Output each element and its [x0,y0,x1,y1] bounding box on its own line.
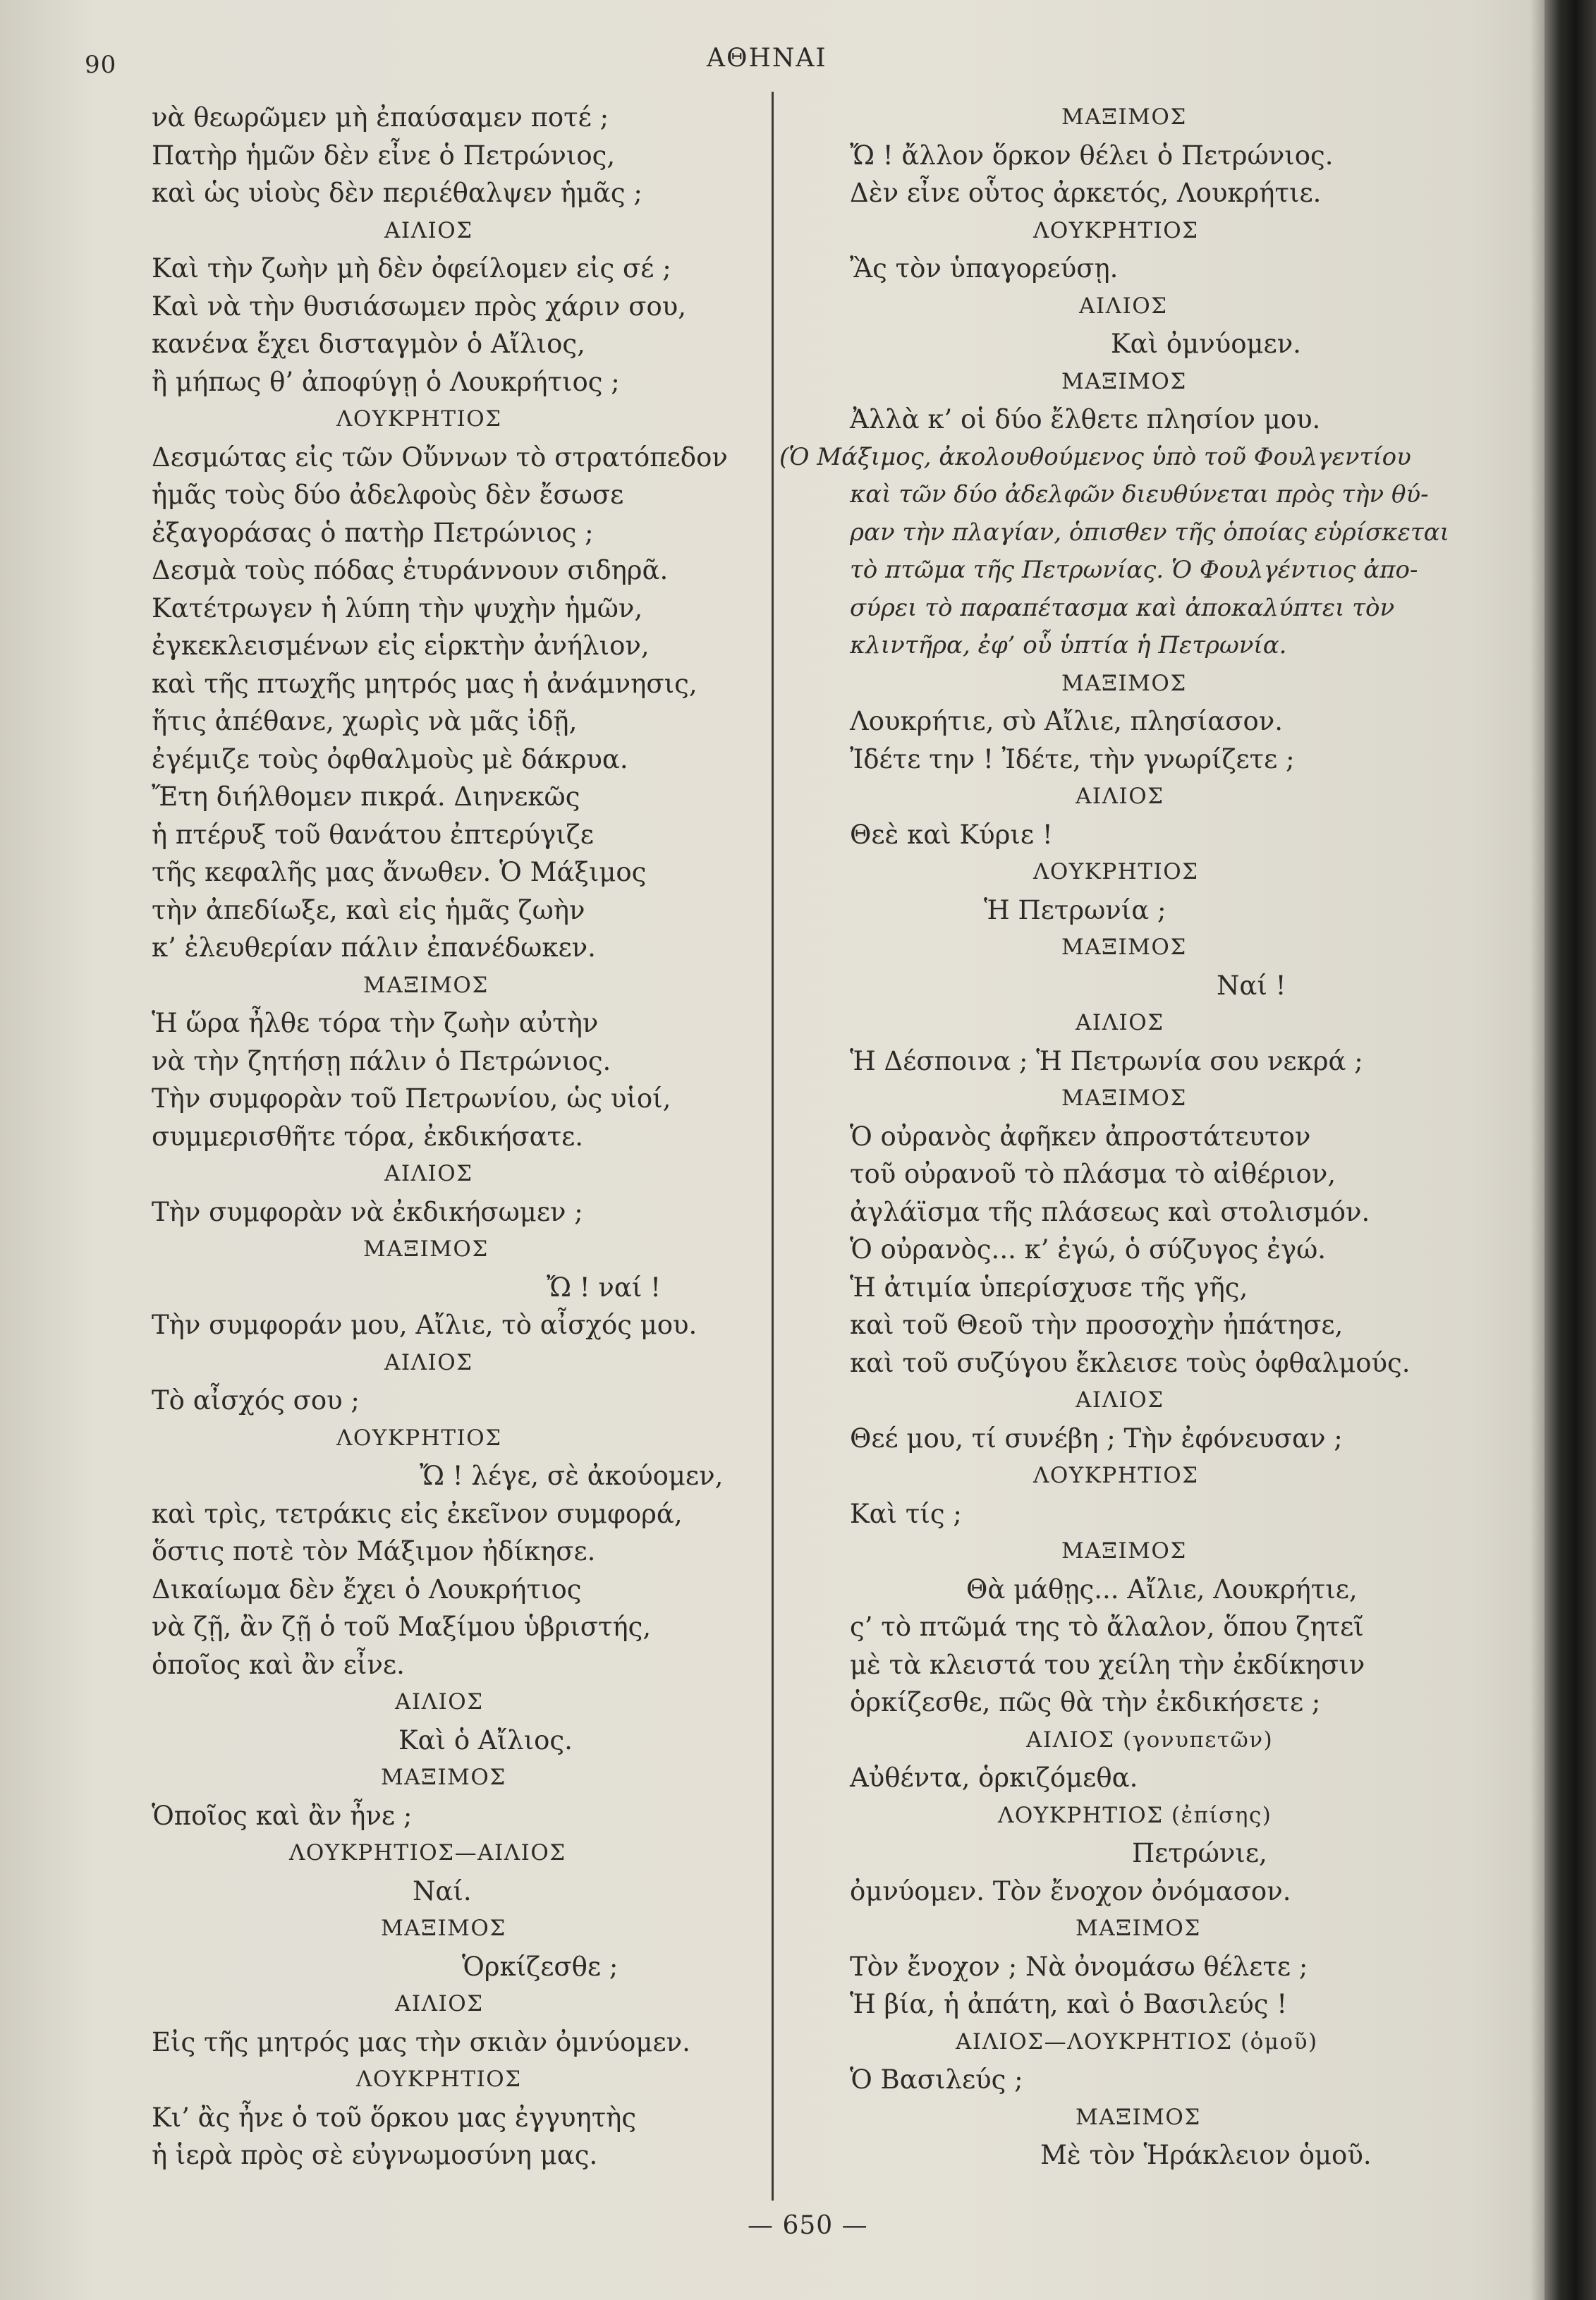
verse-line: Ὤ ! ναί ! [547,1272,662,1303]
speaker-name: ΛΟΥΚΡΗΤΙΟΣ [1033,217,1199,243]
speaker-name: ΛΟΥΚΡΗΤΙΟΣ [1033,1463,1199,1488]
verse-line: ἐγέμιζε τοὺς ὀφθαλμοὺς μὲ δάκρυα. [152,743,628,774]
speaker-name: ΛΟΥΚΡΗΤΙΟΣ [1033,859,1199,884]
verse-line: Δεσμὰ τοὺς πόδας ἐτυράννουν σιδηρᾶ. [152,555,669,585]
left-column [152,99,758,2174]
running-head: ΑΘΗΝΑΙ [707,44,827,73]
speaker-name: ΜΑΞΙΜΟΣ [1061,935,1187,960]
stage-direction: καὶ τῶν δύο ἀδελφῶν διευθύνεται πρὸς τὴν θύ- [850,480,1429,509]
speaker-name: ΜΑΞΙΜΟΣ [1061,1085,1187,1111]
verse-line: ἢ μήπως θ’ ἀποφύγῃ ὁ Λουκρήτιος ; [152,366,620,397]
verse-line: Τὴν συμφοράν μου, Αἴλιε, τὸ αἶσχός μου. [152,1310,698,1340]
speaker-name: ΛΟΥΚΡΗΤΙΟΣ [336,406,502,432]
verse-line: Ἡ ὥρα ἦλθε τόρα τὴν ζωὴν αὐτὴν [152,1008,599,1038]
verse-line: Ὁ Βασιλεύς ; [850,2064,1023,2095]
verse-line: ἥτις ἀπέθανε, χωρὶς νὰ μᾶς ἰδῇ, [152,706,578,736]
verse-line: Ἡ Δέσποινα ; Ἡ Πετρωνία σου νεκρά ; [850,1045,1363,1076]
verse-line: Πατὴρ ἡμῶν δὲν εἶνε ὁ Πετρώνιος, [152,140,616,171]
verse-line: καὶ τοῦ Θεοῦ τὴν προσοχὴν ἠπάτησε, [850,1310,1344,1340]
verse-line: συμμερισθῆτε τόρα, ἐκδικήσατε. [152,1121,584,1152]
speaker-name: ΑΙΛΙΟΣ—ΛΟΥΚΡΗΤΙΟΣ (ὁμοῦ) [956,2028,1318,2055]
speaker-name: ΑΙΛΙΟΣ [384,217,473,243]
speaker-name: ΜΑΞΙΜΟΣ [1061,1538,1187,1564]
speaker-name: ΜΑΞΙΜΟΣ [363,972,489,998]
stage-direction: κλιντῆρα, ἐφ’ οὗ ὑπτία ἡ Πετρωνία. [850,631,1287,659]
verse-line: τοῦ οὐρανοῦ τὸ πλάσμα τὸ αἰθέριον, [850,1159,1336,1189]
verse-line: Ἂς τὸν ὑπαγορεύσῃ. [850,253,1119,284]
speaker-name: ΜΑΞΙΜΟΣ [363,1236,489,1262]
verse-line: ὅστις ποτὲ τὸν Μάξιμον ἠδίκησε. [152,1536,596,1566]
stage-direction: ραν τὴν πλαγίαν, ὁπισθεν τῆς ὁποίας εὑρίσκεται [850,518,1449,547]
verse-line: καὶ τρὶς, τετράκις εἰς ἐκεῖνον συμφορά, [152,1498,683,1529]
stage-direction: τὸ πτῶμα τῆς Πετρωνίας. Ὁ Φουλγέντιος ἀπο- [850,556,1418,584]
verse-line: καὶ τοῦ συζύγου ἔκλεισε τοὺς ὀφθαλμούς. [850,1347,1411,1378]
verse-line: Θεὲ καὶ Κύριε ! [850,819,1053,850]
verse-line: Ἔτη διήλθομεν πικρά. Διηνεκῶς [152,781,580,812]
verse-line: Καὶ ὁ Αἴλιος. [398,1724,573,1756]
verse-line: κ’ ἐλευθερίαν πάλιν ἐπανέδωκεν. [152,932,596,963]
verse-line: Δεσμώτας εἰς τῶν Οὔννων τὸ στρατόπεδον [152,442,728,473]
speaker-name: ΛΟΥΚΡΗΤΙΟΣ (ἐπίσης) [998,1802,1272,1828]
verse-line: ἡ ἱερὰ πρὸς σὲ εὐγνωμοσύνη μας. [152,2140,598,2170]
speaker-name: ΜΑΞΙΜΟΣ [381,1916,506,1941]
verse-line: Ὤ ! λέγε, σὲ ἀκούομεν, [420,1461,724,1491]
speaker-name: ΑΙΛΙΟΣ [395,1991,484,2016]
verse-line: Μὲ τὸν Ἡράκλειον ὁμοῦ. [1040,2140,1372,2170]
speaker-name: ΜΑΞΙΜΟΣ [1061,368,1187,394]
verse-line: Θὰ μάθῃς... Αἴλιε, Λουκρήτιε, [966,1574,1358,1605]
verse-line: Δὲν εἶνε οὗτος ἀρκετός, Λουκρήτιε. [850,178,1322,208]
verse-line: καὶ τῆς πτωχῆς μητρός μας ἡ ἀνάμνησις, [152,668,698,699]
speaker-name: ΑΙΛΙΟΣ [384,1161,473,1186]
folio-number: — 650 — [748,2211,868,2240]
verse-line: Δικαίωμα δὲν ἔχει ὁ Λουκρήτιος [152,1574,582,1605]
verse-line: Εἰς τῆς μητρός μας τὴν σκιὰν ὀμνύομεν. [152,2026,690,2057]
verse-line: Ὤ ! ἄλλον ὅρκον θέλει ὁ Πετρώνιος. [850,140,1334,171]
verse-line: ἡμᾶς τοὺς δύο ἀδελφοὺς δὲν ἔσωσε [152,480,624,510]
speaker-name: ΜΑΞΙΜΟΣ [1061,670,1187,696]
verse-line: νὰ τὴν ζητήσῃ πάλιν ὁ Πετρώνιος. [152,1045,611,1076]
verse-line: Ναί ! [1217,970,1286,1001]
verse-line: Καὶ νὰ τὴν θυσιάσωμεν πρὸς χάριν σου, [152,291,686,322]
verse-line: Λουκρήτιε, σὺ Αἴλιε, πλησίασον. [850,706,1284,736]
verse-line: Ναί. [413,1875,472,1906]
verse-line: ἀγλάϊσμα τῆς πλάσεως καὶ στολισμόν. [850,1196,1370,1227]
verse-line: τῆς κεφαλῆς μας ἄνωθεν. Ὁ Μάξιμος [152,857,647,887]
speaker-name: ΑΙΛΙΟΣ (γονυπετῶν) [1026,1727,1274,1753]
verse-line: ὀμνύομεν. Τὸν ἔνοχον ὀνόμασον. [850,1875,1291,1906]
speaker-name: ΑΙΛΙΟΣ [395,1689,484,1715]
verse-line: Ὁρκίζεσθε ; [462,1951,619,1982]
verse-line: ἡ πτέρυξ τοῦ θανάτου ἐπτερύγιζε [152,819,594,850]
verse-line: Πετρώνιε, [1132,1838,1267,1868]
verse-line: ς’ τὸ πτῶμά της τὸ ἄλαλον, ὅπου ζητεῖ [850,1612,1364,1642]
verse-line: Ἡ ἀτιμία ὑπερίσχυσε τῆς γῆς, [850,1272,1248,1303]
verse-line: Ἡ Πετρωνία ; [984,894,1166,925]
verse-line: Ἀλλὰ κ’ οἱ δύο ἔλθετε πλησίον μου. [850,404,1321,434]
speaker-name: ΑΙΛΙΟΣ [1076,1387,1164,1413]
verse-line: Θεέ μου, τί συνέβη ; Τὴν ἐφόνευσαν ; [850,1423,1343,1454]
speaker-name: ΛΟΥΚΡΗΤΙΟΣ [356,2067,522,2092]
verse-line: Κατέτρωγεν ἡ λύπη τὴν ψυχὴν ἡμῶν, [152,592,643,623]
verse-line: ὁρκίζεσθε, πῶς θὰ τὴν ἐκδικήσετε ; [850,1687,1321,1717]
verse-line: τὴν ἀπεδίωξε, καὶ εἰς ἡμᾶς ζωὴν [152,894,585,925]
speaker-name: ΜΑΞΙΜΟΣ [1076,1916,1201,1941]
speaker-name: ΑΙΛΙΟΣ [1076,784,1164,809]
verse-line: Ἡ βία, ἡ ἀπάτη, καὶ ὁ Βασιλεύς ! [850,1989,1288,2019]
speaker-name: ΜΑΞΙΜΟΣ [1061,104,1187,130]
speaker-name: ΑΙΛΙΟΣ [1076,1010,1164,1035]
verse-line: Καὶ τίς ; [850,1498,962,1529]
verse-line: Κι’ ἂς ἦνε ὁ τοῦ ὅρκου μας ἐγγυητὴς [152,2102,637,2133]
right-column [779,99,1492,2174]
stage-direction: (Ὁ Μάξιμος, ἀκολουθούμενος ὑπὸ τοῦ Φουλγεντίου [779,442,1411,471]
verse-line: μὲ τὰ κλειστά του χείλη τὴν ἐκδίκησιν [850,1649,1365,1680]
verse-line: ὁποῖος καὶ ἂν εἶνε. [152,1649,405,1680]
speaker-name: ΑΙΛΙΟΣ [1079,293,1168,319]
page-gutter-shadow [1530,0,1546,2300]
column-divider [772,92,774,2201]
verse-line: Ὁ οὐρανὸς... κ’ ἐγώ, ὁ σύζυγος ἐγώ. [850,1234,1327,1265]
verse-line: Καὶ ὀμνύομεν. [1111,329,1301,359]
speaker-name: ΜΑΞΙΜΟΣ [1076,2104,1201,2130]
verse-line: κανένα ἔχει δισταγμὸν ὁ Αἴλιος, [152,329,585,359]
speaker-name: ΑΙΛΙΟΣ [384,1349,473,1375]
verse-line: Αὐθέντα, ὁρκιζόμεθα. [850,1763,1138,1793]
speaker-name: ΜΑΞΙΜΟΣ [381,1765,506,1790]
verse-line: Τὸ αἶσχός σου ; [152,1385,360,1416]
verse-line: Τὴν συμφορὰν τοῦ Πετρωνίου, ὡς υἱοί, [152,1083,671,1114]
speaker-name: ΛΟΥΚΡΗΤΙΟΣ [336,1425,502,1451]
verse-line: Ἰδέτε την ! Ἰδέτε, τὴν γνωρίζετε ; [850,743,1295,774]
verse-line: ἐξαγοράσας ὁ πατὴρ Πετρώνιος ; [152,517,594,548]
page-number: 90 [85,51,117,79]
stage-direction: σύρει τὸ παραπέτασμα καὶ ἀποκαλύπτει τὸν [850,593,1395,622]
verse-line: καὶ ὡς υἱοὺς δὲν περιέθαλψεν ἡμᾶς ; [152,178,642,208]
verse-line: νὰ θεωρῶμεν μὴ ἐπαύσαμεν ποτέ ; [152,102,609,133]
verse-line: Τὸν ἔνοχον ; Νὰ ὀνομάσω θέλετε ; [850,1951,1308,1982]
speaker-name: ΛΟΥΚΡΗΤΙΟΣ—ΑΙΛΙΟΣ [289,1840,566,1866]
verse-line: Ὁποῖος καὶ ἂν ἦνε ; [152,1800,413,1831]
verse-line: Ὁ οὐρανὸς ἀφῆκεν ἀπροστάτευτον [850,1121,1311,1152]
book-spine [1545,0,1596,2300]
verse-line: Καὶ τὴν ζωὴν μὴ δὲν ὀφείλομεν εἰς σέ ; [152,253,671,284]
verse-line: Τὴν συμφορὰν νὰ ἐκδικήσωμεν ; [152,1196,583,1227]
verse-line: ἐγκεκλεισμένων εἰς εἱρκτὴν ἀνήλιον, [152,631,650,661]
verse-line: νὰ ζῇ, ἂν ζῇ ὁ τοῦ Μαξίμου ὑβριστής, [152,1612,652,1642]
